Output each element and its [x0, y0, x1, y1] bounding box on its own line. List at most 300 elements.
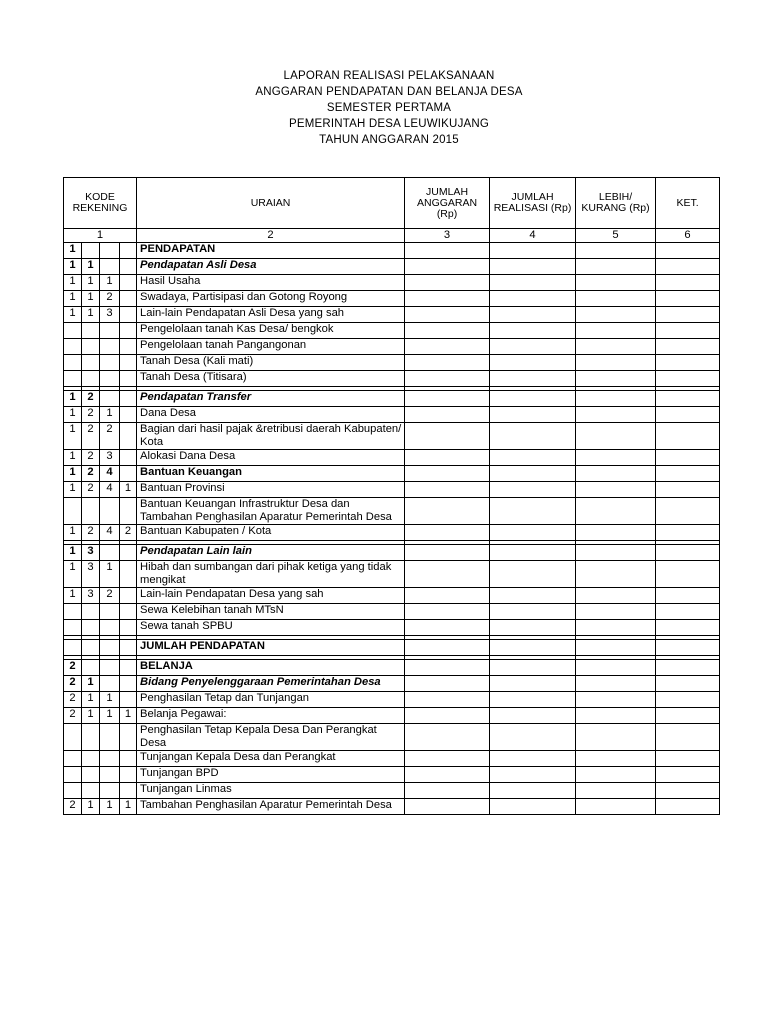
uraian-cell: Bantuan Kabupaten / Kota: [137, 525, 405, 541]
lebih-kurang-cell: [576, 620, 656, 636]
anggaran-cell: [405, 371, 490, 387]
anggaran-cell: [405, 724, 490, 751]
title-line-2: ANGGARAN PENDAPATAN DAN BELANJA DESA: [255, 86, 523, 98]
table-row: [64, 339, 720, 355]
kode-k2-cell: [82, 660, 100, 676]
lebih-kurang-cell: [576, 355, 656, 371]
kode-k3-cell: [100, 676, 120, 692]
lebih-kurang-cell: [576, 307, 656, 323]
uraian-cell: Tunjangan Linmas: [137, 783, 405, 799]
ket-cell: [656, 423, 720, 450]
realisasi-cell: [490, 466, 576, 482]
realisasi-cell: [490, 724, 576, 751]
kode-k1-cell: 1: [64, 391, 82, 407]
anggaran-cell: [405, 783, 490, 799]
lebih-kurang-cell: [576, 323, 656, 339]
realisasi-cell: [490, 259, 576, 275]
anggaran-cell: [405, 561, 490, 588]
kode-k1-cell: [64, 620, 82, 636]
lebih-kurang-cell: [576, 561, 656, 588]
kode-k4-cell: [120, 660, 137, 676]
kode-k3-cell: [100, 243, 120, 259]
kode-k3-cell: 3: [100, 450, 120, 466]
lebih-kurang-cell: [576, 525, 656, 541]
uraian-cell: Lain-lain Pendapatan Desa yang sah: [137, 588, 405, 604]
lebih-kurang-cell: [576, 660, 656, 676]
kode-k2-cell: 1: [82, 275, 100, 291]
realisasi-cell: [490, 588, 576, 604]
kode-k3-cell: 4: [100, 525, 120, 541]
lebih-kurang-cell: [576, 767, 656, 783]
realisasi-cell: [490, 708, 576, 724]
kode-k3-cell: 2: [100, 291, 120, 307]
kode-k1-cell: 1: [64, 291, 82, 307]
kode-k1-cell: [64, 640, 82, 656]
column-number: 5: [576, 229, 656, 243]
ket-cell: [656, 799, 720, 815]
ket-cell: [656, 724, 720, 751]
kode-k4-cell: [120, 498, 137, 525]
realisasi-cell: [490, 291, 576, 307]
kode-k4-cell: [120, 275, 137, 291]
report-title: [0, 68, 768, 148]
anggaran-cell: [405, 525, 490, 541]
ket-cell: [656, 498, 720, 525]
kode-k4-cell: 1: [120, 708, 137, 724]
lebih-kurang-cell: [576, 339, 656, 355]
table-row: [64, 482, 720, 498]
realisasi-cell: [490, 275, 576, 291]
lebih-kurang-cell: [576, 640, 656, 656]
kode-k1-cell: 1: [64, 525, 82, 541]
anggaran-cell: [405, 323, 490, 339]
table-row: [64, 640, 720, 656]
anggaran-cell: [405, 588, 490, 604]
uraian-cell: Bantuan Keuangan Infrastruktur Desa dan Tambahan Penghasilan Aparatur Pemerintah Desa: [137, 498, 405, 525]
column-number: 6: [656, 229, 720, 243]
kode-k2-cell: [82, 355, 100, 371]
ket-cell: [656, 708, 720, 724]
table-row: [64, 783, 720, 799]
table-header-row: [64, 178, 720, 229]
lebih-kurang-cell: [576, 423, 656, 450]
realisasi-cell: [490, 525, 576, 541]
realisasi-cell: [490, 545, 576, 561]
title-line-5: TAHUN ANGGARAN 2015: [319, 134, 459, 146]
table-row: [64, 525, 720, 541]
realisasi-cell: [490, 620, 576, 636]
kode-k3-cell: [100, 545, 120, 561]
ket-cell: [656, 561, 720, 588]
lebih-kurang-cell: [576, 482, 656, 498]
kode-k2-cell: 1: [82, 676, 100, 692]
table-row: [64, 371, 720, 387]
lebih-kurang-cell: [576, 604, 656, 620]
lebih-kurang-cell: [576, 371, 656, 387]
ket-cell: [656, 604, 720, 620]
lebih-kurang-cell: [576, 724, 656, 751]
table-row: [64, 243, 720, 259]
uraian-cell: JUMLAH PENDAPATAN: [137, 640, 405, 656]
table-row: [64, 604, 720, 620]
uraian-cell: Pendapatan Transfer: [137, 391, 405, 407]
kode-k3-cell: [100, 355, 120, 371]
anggaran-cell: [405, 767, 490, 783]
ket-cell: [656, 243, 720, 259]
kode-k2-cell: [82, 604, 100, 620]
kode-k4-cell: 1: [120, 482, 137, 498]
realisasi-cell: [490, 243, 576, 259]
header-lebih-kurang: LEBIH/ KURANG (Rp): [576, 178, 656, 229]
kode-k4-cell: [120, 724, 137, 751]
table-row: [64, 692, 720, 708]
lebih-kurang-cell: [576, 676, 656, 692]
uraian-cell: Penghasilan Tetap dan Tunjangan: [137, 692, 405, 708]
realisasi-cell: [490, 391, 576, 407]
lebih-kurang-cell: [576, 466, 656, 482]
kode-k1-cell: 2: [64, 708, 82, 724]
anggaran-cell: [405, 450, 490, 466]
kode-k2-cell: 3: [82, 588, 100, 604]
kode-k3-cell: 1: [100, 708, 120, 724]
kode-k2-cell: 2: [82, 407, 100, 423]
kode-k2-cell: [82, 339, 100, 355]
kode-k1-cell: 1: [64, 407, 82, 423]
kode-k2-cell: [82, 243, 100, 259]
kode-k4-cell: [120, 751, 137, 767]
uraian-cell: Bantuan Provinsi: [137, 482, 405, 498]
lebih-kurang-cell: [576, 391, 656, 407]
header-ket: KET.: [656, 178, 720, 229]
kode-k1-cell: 1: [64, 466, 82, 482]
anggaran-cell: [405, 676, 490, 692]
uraian-cell: Dana Desa: [137, 407, 405, 423]
kode-k4-cell: [120, 767, 137, 783]
kode-k3-cell: [100, 323, 120, 339]
lebih-kurang-cell: [576, 799, 656, 815]
ket-cell: [656, 482, 720, 498]
lebih-kurang-cell: [576, 498, 656, 525]
kode-k4-cell: [120, 604, 137, 620]
realisasi-cell: [490, 692, 576, 708]
kode-k1-cell: [64, 371, 82, 387]
kode-k1-cell: 1: [64, 423, 82, 450]
table-row: [64, 391, 720, 407]
kode-k1-cell: 1: [64, 450, 82, 466]
table-row: [64, 799, 720, 815]
uraian-cell: Tanah Desa (Kali mati): [137, 355, 405, 371]
kode-k1-cell: 1: [64, 482, 82, 498]
lebih-kurang-cell: [576, 243, 656, 259]
anggaran-cell: [405, 708, 490, 724]
kode-k1-cell: 2: [64, 799, 82, 815]
ket-cell: [656, 525, 720, 541]
kode-k3-cell: 1: [100, 407, 120, 423]
uraian-cell: Pendapatan Asli Desa: [137, 259, 405, 275]
kode-k1-cell: 2: [64, 692, 82, 708]
kode-k1-cell: 2: [64, 660, 82, 676]
table-row: [64, 561, 720, 588]
table-row: [64, 767, 720, 783]
kode-k2-cell: 2: [82, 423, 100, 450]
column-number: 2: [137, 229, 405, 243]
kode-k2-cell: 2: [82, 525, 100, 541]
kode-k4-cell: [120, 620, 137, 636]
ket-cell: [656, 323, 720, 339]
kode-k2-cell: 2: [82, 482, 100, 498]
kode-k1-cell: [64, 724, 82, 751]
kode-k1-cell: [64, 751, 82, 767]
table-row: [64, 355, 720, 371]
uraian-cell: Pengelolaan tanah Kas Desa/ bengkok: [137, 323, 405, 339]
kode-k4-cell: [120, 307, 137, 323]
kode-k2-cell: [82, 724, 100, 751]
realisasi-cell: [490, 561, 576, 588]
kode-k1-cell: 1: [64, 561, 82, 588]
kode-k3-cell: [100, 783, 120, 799]
kode-k4-cell: [120, 450, 137, 466]
kode-k4-cell: [120, 676, 137, 692]
lebih-kurang-cell: [576, 291, 656, 307]
kode-k1-cell: 1: [64, 275, 82, 291]
kode-k2-cell: 3: [82, 561, 100, 588]
kode-k2-cell: 2: [82, 466, 100, 482]
realisasi-cell: [490, 450, 576, 466]
realisasi-cell: [490, 767, 576, 783]
realisasi-cell: [490, 604, 576, 620]
anggaran-cell: [405, 751, 490, 767]
kode-k2-cell: [82, 783, 100, 799]
kode-k4-cell: [120, 371, 137, 387]
anggaran-cell: [405, 339, 490, 355]
kode-k1-cell: 1: [64, 243, 82, 259]
uraian-cell: Pendapatan Lain lain: [137, 545, 405, 561]
kode-k2-cell: [82, 498, 100, 525]
kode-k4-cell: [120, 323, 137, 339]
realisasi-cell: [490, 407, 576, 423]
lebih-kurang-cell: [576, 783, 656, 799]
uraian-cell: Sewa tanah SPBU: [137, 620, 405, 636]
table-row: [64, 708, 720, 724]
kode-k3-cell: [100, 604, 120, 620]
kode-k3-cell: [100, 640, 120, 656]
table-row: [64, 724, 720, 751]
kode-k1-cell: [64, 604, 82, 620]
anggaran-cell: [405, 660, 490, 676]
kode-k3-cell: 1: [100, 561, 120, 588]
kode-k3-cell: [100, 620, 120, 636]
kode-k2-cell: [82, 323, 100, 339]
kode-k1-cell: 1: [64, 259, 82, 275]
kode-k2-cell: 1: [82, 708, 100, 724]
kode-k2-cell: 2: [82, 391, 100, 407]
table-row: [64, 407, 720, 423]
table-row: [64, 323, 720, 339]
kode-k4-cell: [120, 355, 137, 371]
kode-k4-cell: [120, 339, 137, 355]
anggaran-cell: [405, 355, 490, 371]
ket-cell: [656, 407, 720, 423]
table-row: [64, 275, 720, 291]
header-jumlah-realisasi: JUMLAH REALISASI (Rp): [490, 178, 576, 229]
ket-cell: [656, 751, 720, 767]
realisasi-cell: [490, 423, 576, 450]
kode-k4-cell: 2: [120, 525, 137, 541]
uraian-cell: Tanah Desa (Titisara): [137, 371, 405, 387]
anggaran-cell: [405, 640, 490, 656]
lebih-kurang-cell: [576, 545, 656, 561]
realisasi-cell: [490, 482, 576, 498]
table-row: [64, 466, 720, 482]
ket-cell: [656, 307, 720, 323]
realisasi-cell: [490, 799, 576, 815]
lebih-kurang-cell: [576, 259, 656, 275]
kode-k2-cell: 1: [82, 692, 100, 708]
table-row: [64, 498, 720, 525]
uraian-cell: Bagian dari hasil pajak &retribusi daerah Kabupaten/ Kota: [137, 423, 405, 450]
ket-cell: [656, 767, 720, 783]
anggaran-cell: [405, 291, 490, 307]
table-row: [64, 676, 720, 692]
kode-k1-cell: [64, 323, 82, 339]
lebih-kurang-cell: [576, 450, 656, 466]
kode-k3-cell: [100, 498, 120, 525]
ket-cell: [656, 339, 720, 355]
ket-cell: [656, 291, 720, 307]
lebih-kurang-cell: [576, 588, 656, 604]
uraian-cell: Tunjangan Kepala Desa dan Perangkat: [137, 751, 405, 767]
header-uraian: URAIAN: [137, 178, 405, 229]
ket-cell: [656, 660, 720, 676]
title-line-3: SEMESTER PERTAMA: [326, 102, 452, 114]
anggaran-cell: [405, 482, 490, 498]
kode-k4-cell: [120, 692, 137, 708]
kode-k4-cell: 1: [120, 799, 137, 815]
kode-k2-cell: 3: [82, 545, 100, 561]
kode-k1-cell: 1: [64, 588, 82, 604]
anggaran-cell: [405, 498, 490, 525]
lebih-kurang-cell: [576, 751, 656, 767]
kode-k4-cell: [120, 243, 137, 259]
ket-cell: [656, 371, 720, 387]
kode-k2-cell: [82, 767, 100, 783]
kode-k4-cell: [120, 291, 137, 307]
realisasi-cell: [490, 751, 576, 767]
anggaran-cell: [405, 407, 490, 423]
ket-cell: [656, 620, 720, 636]
anggaran-cell: [405, 423, 490, 450]
kode-k4-cell: [120, 407, 137, 423]
kode-k3-cell: [100, 660, 120, 676]
table-row: [64, 291, 720, 307]
table-row: [64, 259, 720, 275]
title-line-4: PEMERINTAH DESA LEUWIKUJANG: [288, 118, 490, 130]
uraian-cell: Belanja Pegawai:: [137, 708, 405, 724]
realisasi-cell: [490, 660, 576, 676]
kode-k3-cell: 2: [100, 423, 120, 450]
uraian-cell: PENDAPATAN: [137, 243, 405, 259]
column-number: 3: [405, 229, 490, 243]
realisasi-cell: [490, 355, 576, 371]
kode-k1-cell: [64, 767, 82, 783]
realisasi-cell: [490, 783, 576, 799]
lebih-kurang-cell: [576, 692, 656, 708]
kode-k3-cell: 1: [100, 799, 120, 815]
uraian-cell: Lain-lain Pendapatan Asli Desa yang sah: [137, 307, 405, 323]
kode-k3-cell: 4: [100, 482, 120, 498]
kode-k1-cell: [64, 355, 82, 371]
ket-cell: [656, 466, 720, 482]
ket-cell: [656, 783, 720, 799]
kode-k3-cell: 1: [100, 692, 120, 708]
kode-k1-cell: 1: [64, 307, 82, 323]
uraian-cell: Tunjangan BPD: [137, 767, 405, 783]
kode-k4-cell: [120, 466, 137, 482]
kode-k3-cell: 4: [100, 466, 120, 482]
kode-k4-cell: [120, 391, 137, 407]
kode-k3-cell: [100, 724, 120, 751]
kode-k3-cell: [100, 371, 120, 387]
kode-k2-cell: [82, 751, 100, 767]
kode-k4-cell: [120, 640, 137, 656]
uraian-cell: Alokasi Dana Desa: [137, 450, 405, 466]
kode-k3-cell: [100, 259, 120, 275]
kode-k4-cell: [120, 545, 137, 561]
realisasi-cell: [490, 339, 576, 355]
column-number-row: [64, 229, 720, 243]
anggaran-cell: [405, 243, 490, 259]
kode-k4-cell: [120, 561, 137, 588]
ket-cell: [656, 676, 720, 692]
kode-k1-cell: [64, 783, 82, 799]
table-row: [64, 450, 720, 466]
report-table: [63, 177, 720, 815]
anggaran-cell: [405, 259, 490, 275]
uraian-cell: Hibah dan sumbangan dari pihak ketiga yang tidak mengikat: [137, 561, 405, 588]
kode-k4-cell: [120, 259, 137, 275]
anggaran-cell: [405, 466, 490, 482]
kode-k4-cell: [120, 423, 137, 450]
kode-k3-cell: [100, 391, 120, 407]
uraian-cell: Tambahan Penghasilan Aparatur Pemerintah Desa: [137, 799, 405, 815]
kode-k3-cell: 2: [100, 588, 120, 604]
table-row: [64, 307, 720, 323]
anggaran-cell: [405, 545, 490, 561]
realisasi-cell: [490, 323, 576, 339]
ket-cell: [656, 259, 720, 275]
realisasi-cell: [490, 640, 576, 656]
table-row: [64, 588, 720, 604]
uraian-cell: BELANJA: [137, 660, 405, 676]
kode-k1-cell: [64, 339, 82, 355]
kode-k2-cell: [82, 640, 100, 656]
kode-k3-cell: [100, 339, 120, 355]
kode-k2-cell: 1: [82, 259, 100, 275]
kode-k2-cell: [82, 620, 100, 636]
anggaran-cell: [405, 275, 490, 291]
kode-k3-cell: 3: [100, 307, 120, 323]
ket-cell: [656, 640, 720, 656]
kode-k2-cell: [82, 371, 100, 387]
lebih-kurang-cell: [576, 407, 656, 423]
lebih-kurang-cell: [576, 275, 656, 291]
ket-cell: [656, 275, 720, 291]
ket-cell: [656, 692, 720, 708]
ket-cell: [656, 588, 720, 604]
table-row: [64, 751, 720, 767]
title-line-1: LAPORAN REALISASI PELAKSANAAN: [283, 70, 495, 82]
anggaran-cell: [405, 391, 490, 407]
